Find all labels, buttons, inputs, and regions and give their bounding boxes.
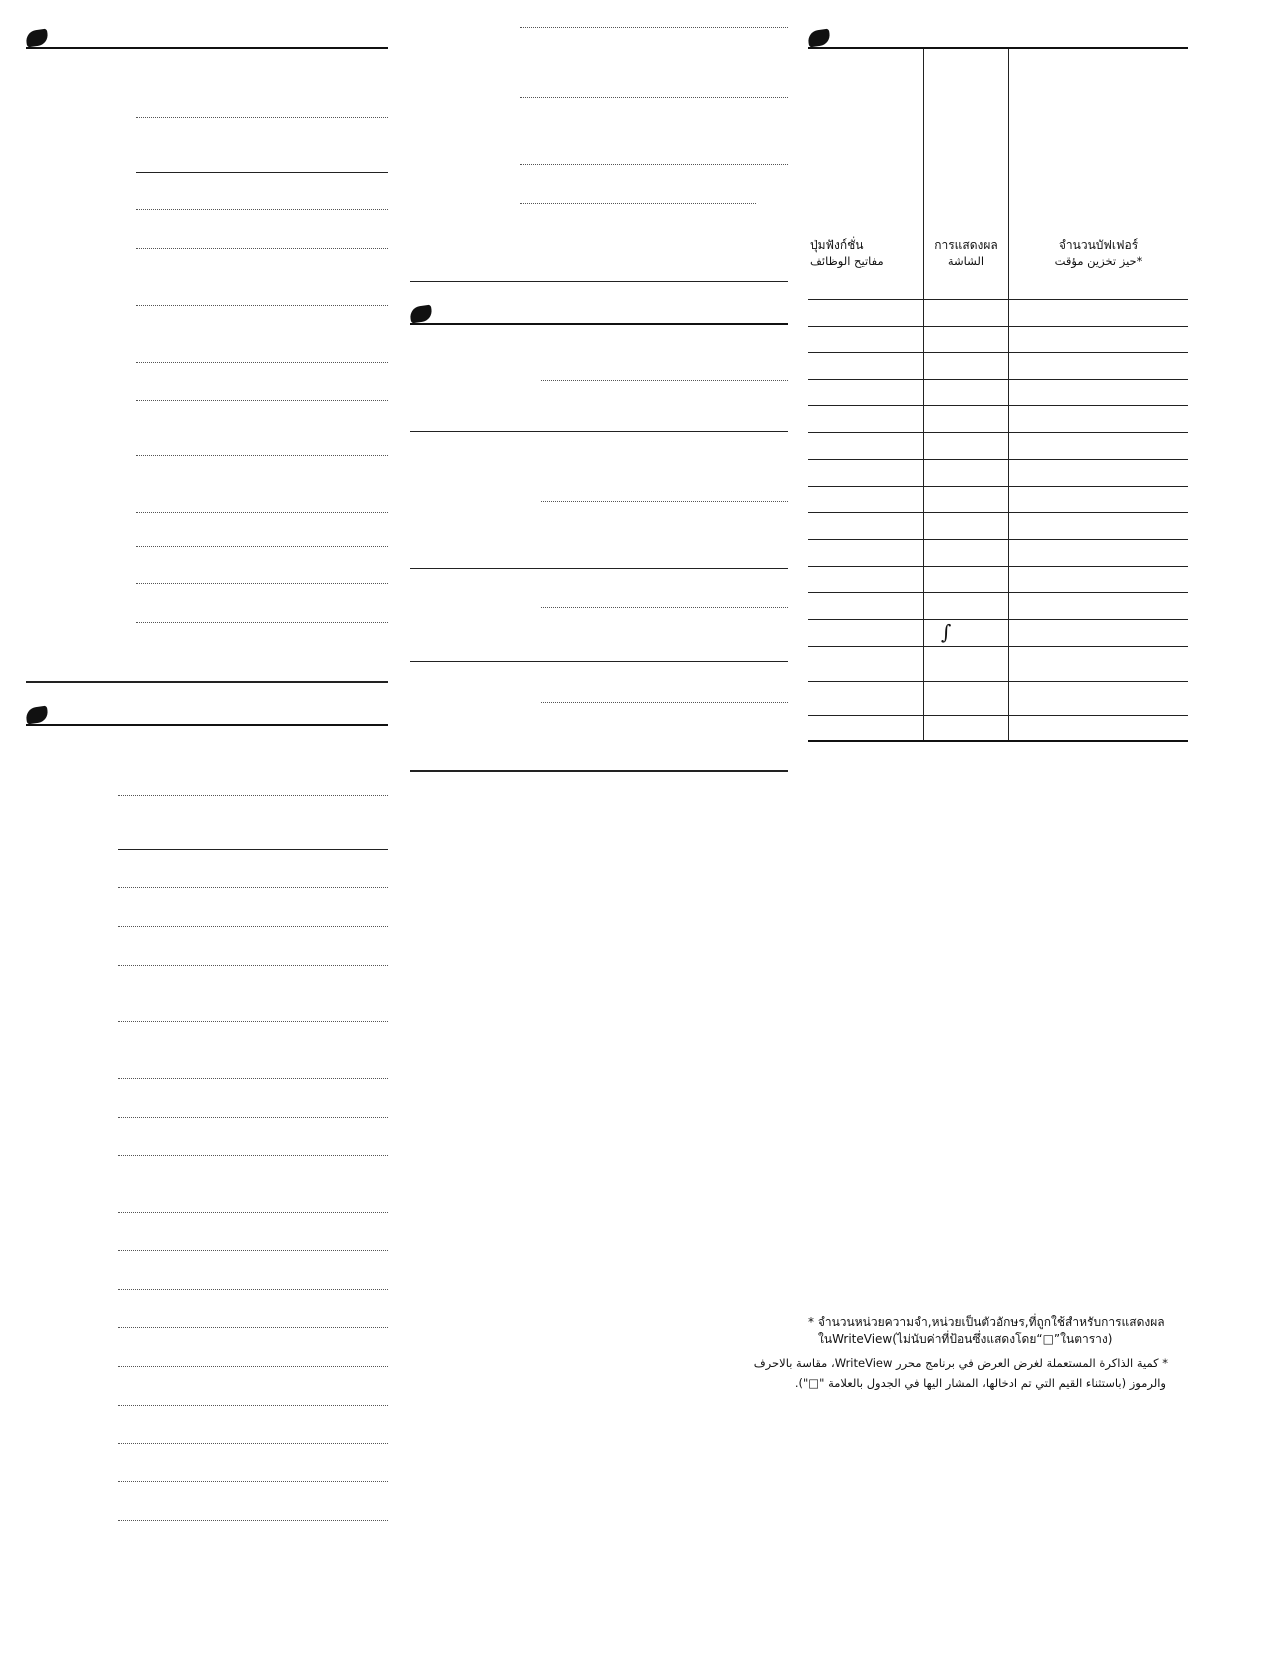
section-bullet-1-icon xyxy=(25,29,49,48)
header-buffer-ar: حيز تخزين مؤقت* xyxy=(1054,254,1143,268)
section-1-rule xyxy=(26,47,388,49)
header-buffer-th: จำนวนบัฟเฟอร์ xyxy=(1058,238,1139,252)
footnote-th-line-1: * จำนวนหน่วยความจำ,หน่วยเป็นตัวอักษร,ที่ถูกใช้สำหรับการแสดงผล xyxy=(808,1315,1165,1329)
footnote-ar-line-1: * كمية الذاكرة المستعملة لغرض العرض في برنامج محرر WriteView، مقاسة بالاحرف xyxy=(753,1356,1168,1370)
integral-symbol: ∫ xyxy=(941,620,952,644)
table-bottom-rule xyxy=(808,740,1188,742)
header-display-ar: الشاشة xyxy=(947,254,985,268)
section-bullet-3-icon xyxy=(409,305,433,324)
footnote-ar-line-2: والرموز (باستثناء القيم التي تم ادخالها، المشار اليها في الجدول بالعلامة "□"). xyxy=(794,1376,1166,1390)
section-3-top-rule xyxy=(410,281,788,282)
section-1-end-rule xyxy=(26,681,388,683)
header-display xyxy=(924,237,1008,269)
table-top-rule xyxy=(808,47,1188,49)
header-function-keys-th: ปุ่มฟังก์ชั่น xyxy=(810,238,864,252)
footnote-th-line-2: ในWriteView(ไม่นับค่าที่ป้อนซึ่งแสดงโดย“□”ในตาราง) xyxy=(818,1332,1113,1346)
section-2-rule xyxy=(26,724,388,726)
section-3-rule xyxy=(410,323,788,325)
header-function-keys xyxy=(810,237,920,269)
section-bullet-4-icon xyxy=(807,29,831,48)
header-function-keys-ar: مفاتيح الوظائف xyxy=(810,254,884,268)
header-display-th: การแสดงผล xyxy=(934,238,998,252)
header-buffer xyxy=(1009,237,1188,269)
section-bullet-2-icon xyxy=(25,706,49,725)
